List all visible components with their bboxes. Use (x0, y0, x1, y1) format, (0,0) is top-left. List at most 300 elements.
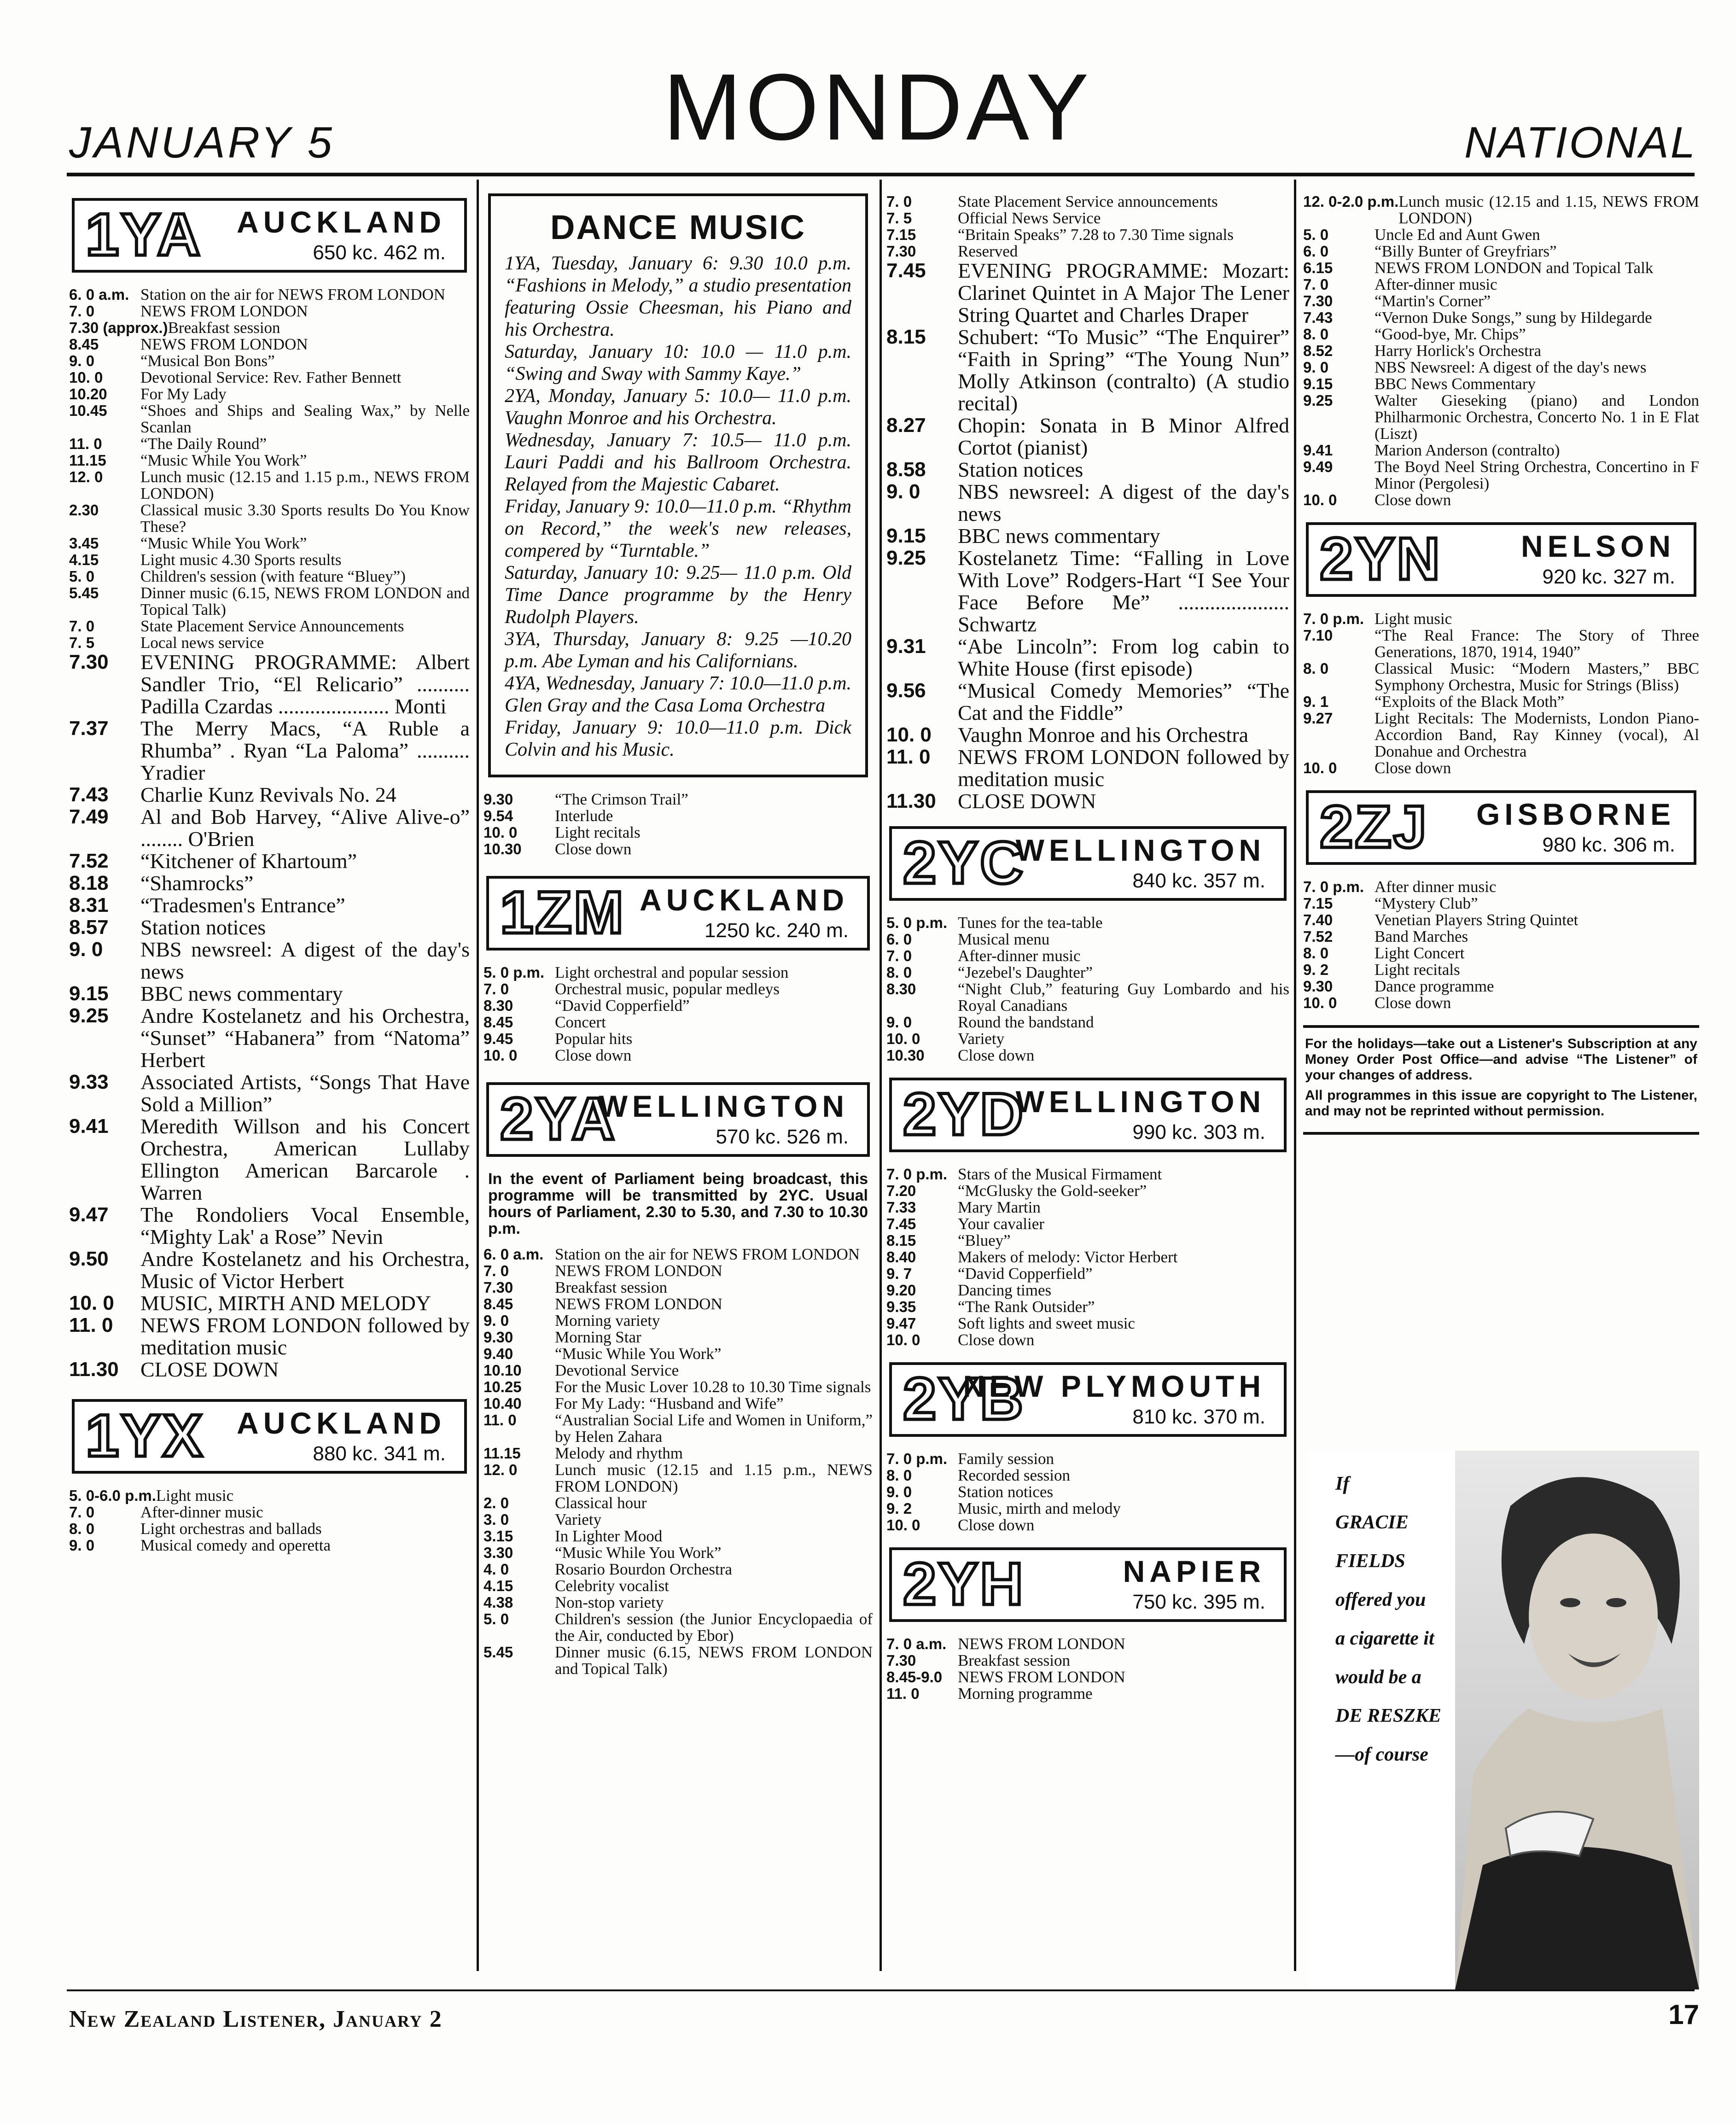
schedule-time: 9.45 (484, 1030, 513, 1047)
schedule-item: Station on the air for NEWS FROM LONDON (140, 286, 446, 303)
schedule-row (886, 414, 1289, 459)
schedule-row (69, 872, 470, 894)
schedule-item: After-dinner music (140, 1503, 263, 1521)
schedule-row (886, 260, 1289, 326)
schedule-row (1303, 710, 1699, 760)
schedule-time: 9. 0 (69, 1537, 95, 1554)
schedule-row (886, 193, 1289, 210)
schedule-time: 7. 5 (69, 634, 95, 651)
schedule-1yx (69, 1487, 470, 1554)
schedule-row (69, 635, 470, 651)
schedule-row (69, 386, 470, 402)
schedule-item: Music, mirth and melody (958, 1499, 1121, 1517)
schedule-time: 9.20 (886, 1282, 916, 1299)
schedule-row (69, 1537, 470, 1554)
schedule-item: “Britain Speaks” 7.28 to 7.30 Time signals (958, 226, 1234, 244)
schedule-row (886, 1467, 1289, 1484)
schedule-row (1303, 359, 1699, 376)
schedule-time: 3. 0 (484, 1511, 509, 1528)
schedule-item: Close down (555, 1046, 632, 1064)
schedule-row (69, 717, 470, 784)
schedule-row (69, 1314, 470, 1359)
schedule-row (484, 1545, 873, 1561)
ad-line: GRACIE (1335, 1512, 1409, 1533)
schedule-time: 8.40 (886, 1248, 916, 1266)
schedule-time: 10. 0 (886, 1030, 920, 1047)
schedule-item: Variety (555, 1511, 602, 1528)
schedule-time: 11. 0 (69, 1314, 113, 1336)
schedule-row (1303, 343, 1699, 359)
schedule-time: 7.15 (1303, 895, 1333, 912)
schedule-row (69, 1359, 470, 1381)
station-logo: 2YA (500, 1085, 617, 1152)
schedule-time: 8.45-9.0 (886, 1668, 943, 1686)
ad-line: If (1335, 1473, 1350, 1494)
schedule-row (69, 850, 470, 872)
schedule-item: Round the bandstand (958, 1013, 1094, 1031)
schedule-time: 11. 0 (886, 746, 931, 768)
ad-line: offered you (1335, 1589, 1426, 1610)
schedule-time: 6. 0 a.m. (69, 286, 129, 303)
schedule-time: 7. 0 (886, 947, 912, 964)
schedule-row (1303, 276, 1699, 293)
station-city: WELLINGTON (1015, 833, 1265, 867)
schedule-time: 8. 0 (886, 1467, 912, 1484)
schedule-time: 5. 0 p.m. (484, 964, 545, 981)
schedule-1ya-day (69, 286, 470, 651)
column-1 (69, 193, 470, 1985)
schedule-item: “Music While You Work” (140, 534, 307, 552)
schedule-item: Official News Service (958, 209, 1101, 227)
schedule-item: Variety (958, 1030, 1005, 1048)
schedule-time: 7.45 (886, 1215, 916, 1232)
schedule-time: 9. 0 (886, 1014, 912, 1031)
station-frequency: 980 kc. 306 m. (1542, 834, 1675, 856)
schedule-time: 8. 0 (69, 1520, 95, 1537)
footer-rule (67, 1989, 1695, 1991)
schedule-row (484, 1594, 873, 1611)
schedule-time: 9. 0 (886, 1483, 912, 1500)
schedule-time: 6. 0 a.m. (484, 1246, 544, 1263)
schedule-row (69, 286, 470, 303)
schedule-row (484, 1263, 873, 1279)
de-reszke-advertisement (1308, 1451, 1699, 1989)
schedule-row (484, 1362, 873, 1379)
schedule-time: 9. 7 (886, 1265, 912, 1282)
schedule-time: 6. 0 (1303, 243, 1329, 260)
schedule-item: Reserved (958, 242, 1018, 260)
schedule-item: Light Recitals: The Modernists, London Piano-Accordion Band, Ray Kinney (vocal), Al Donahue and Orchestra (1375, 709, 1699, 760)
schedule-time: 4. 0 (484, 1561, 509, 1578)
schedule-item: Close down (958, 1516, 1035, 1534)
schedule-row (484, 964, 873, 981)
schedule-row (69, 1071, 470, 1115)
column-divider (477, 180, 479, 1971)
schedule-row (484, 1412, 873, 1445)
schedule-time: 7.20 (886, 1182, 916, 1199)
dance-listing: Saturday, January 10: 10.0 — 11.0 p.m. “Swing and Sway with Sammy Kaye.” (505, 341, 851, 385)
schedule-time: 7. 0 p.m. (886, 1166, 948, 1183)
schedule-row (484, 1561, 873, 1578)
schedule-item: Musical comedy and operetta (140, 1536, 331, 1554)
schedule-item: “Martin's Corner” (1375, 292, 1491, 310)
schedule-row (69, 1521, 470, 1537)
schedule-row (886, 636, 1289, 680)
schedule-row (886, 1216, 1289, 1232)
schedule-row (1303, 995, 1699, 1011)
station-city: NEW PLYMOUTH (963, 1369, 1265, 1403)
schedule-time: 9.15 (1303, 375, 1333, 392)
station-frequency: 650 kc. 462 m. (313, 241, 446, 264)
schedule-row (1303, 227, 1699, 243)
schedule-row (1303, 660, 1699, 694)
schedule-item: Venetian Players String Quintet (1375, 911, 1579, 929)
schedule-row (886, 1031, 1289, 1047)
schedule-time: 7.52 (69, 850, 109, 872)
schedule-item: CLOSE DOWN (958, 789, 1096, 813)
schedule-item: Charlie Kunz Revivals No. 24 (140, 783, 396, 806)
schedule-time: 7. 0 (1303, 276, 1329, 293)
schedule-item: Chopin: Sonata in B Minor Alfred Cortot (pianist) (958, 414, 1289, 459)
schedule-item: Recorded session (958, 1466, 1070, 1484)
schedule-time: 4.15 (69, 551, 99, 568)
schedule-time: 7.30 (886, 243, 916, 260)
schedule-item: Walter Gieseking (piano) and London Philharmonic Orchestra, Concerto No. 1 in E Flat (Liszt) (1375, 391, 1699, 443)
schedule-item: Breakfast session (958, 1651, 1070, 1669)
schedule-row (484, 1644, 873, 1677)
schedule-row (69, 1115, 470, 1204)
schedule-item: Devotional Service (555, 1361, 679, 1379)
schedule-item: Local news service (140, 634, 264, 652)
schedule-row (69, 303, 470, 320)
schedule-row (1303, 392, 1699, 442)
schedule-time: 9. 2 (1303, 961, 1329, 978)
schedule-row (484, 791, 873, 808)
schedule-item: Children's session (the Junior Encyclopaedia of the Air, conducted by Ebor) (555, 1610, 873, 1645)
schedule-time: 7. 0 (484, 1262, 509, 1279)
schedule-item: “Kitchener of Khartoum” (140, 849, 357, 873)
schedule-row (484, 824, 873, 841)
station-city: GISBORNE (1476, 797, 1675, 831)
schedule-time: 10. 0 (484, 1047, 518, 1064)
schedule-time: 7. 0 (69, 618, 95, 635)
schedule-row (886, 481, 1289, 525)
schedule-row (484, 1462, 873, 1495)
dance-listing: 1YA, Tuesday, January 6: 9.30 10.0 p.m. “Fashions in Melody,” a studio presentation featuring Ossie Cheesman, his Piano and his Orchestra. (505, 253, 851, 340)
schedule-time: 10. 0 (886, 723, 932, 746)
schedule-time: 10. 0 (1303, 491, 1337, 508)
schedule-2yc-day (1303, 193, 1699, 508)
schedule-item: For the Music Lover 10.28 to 10.30 Time signals (555, 1378, 871, 1396)
schedule-item: Lunch music (12.15 and 1.15 p.m., NEWS FROM LONDON) (140, 468, 470, 502)
schedule-item: Station notices (958, 458, 1084, 481)
schedule-time: 8.45 (484, 1014, 513, 1031)
schedule-item: Classical Music: “Modern Masters,” BBC Symphony Orchestra, Music for Strings (Bliss) (1375, 659, 1699, 694)
schedule-time: 7.30 (approx.) (69, 319, 168, 336)
schedule-row (886, 1652, 1289, 1669)
schedule-time: 8.15 (886, 326, 926, 348)
schedule-time: 5. 0 p.m. (886, 914, 948, 931)
schedule-time: 10.30 (886, 1047, 925, 1064)
schedule-row (1303, 459, 1699, 492)
schedule-time: 9.41 (1303, 442, 1333, 459)
schedule-row (69, 452, 470, 469)
schedule-item: Al and Bob Harvey, “Alive Alive-o” ........ O'Brien (140, 805, 470, 851)
dance-listing: 3YA, Thursday, January 8: 9.25 —10.20 p.m. Abe Lyman and his Californians. (505, 629, 851, 672)
schedule-time: 9.15 (69, 982, 109, 1005)
schedule-row (484, 1296, 873, 1312)
schedule-time: 8.30 (886, 980, 916, 997)
schedule-item: “The Rank Outsider” (958, 1298, 1095, 1316)
dance-listing: Friday, January 9: 10.0—11.0 p.m. Dick Colvin and his Music. (505, 717, 851, 760)
schedule-item: NEWS FROM LONDON followed by meditation music (958, 745, 1289, 791)
schedule-time: 7.43 (69, 783, 109, 806)
station-header-2yn (1306, 522, 1696, 597)
schedule-item: Soft lights and sweet music (958, 1314, 1135, 1332)
schedule-item: “McGlusky the Gold-seeker” (958, 1182, 1147, 1200)
schedule-time: 9.33 (69, 1071, 109, 1093)
schedule-row (886, 210, 1289, 227)
schedule-item: Kostelanetz Time: “Falling in Love With Love” Rodgers-Hart “I See Your Face Before Me” ..................... Schwartz (958, 546, 1289, 636)
schedule-row (484, 1346, 873, 1362)
header-day: MONDAY (663, 54, 1093, 160)
schedule-item: “Billy Bunter of Greyfriars” (1375, 242, 1557, 260)
schedule-time: 7.33 (886, 1199, 916, 1216)
schedule-item: Family session (958, 1450, 1054, 1468)
schedule-row (1303, 760, 1699, 776)
schedule-time: 10. 0 (69, 369, 103, 386)
schedule-item: Morning variety (555, 1312, 660, 1330)
schedule-row (484, 1578, 873, 1594)
station-header-2yb (889, 1362, 1287, 1437)
schedule-item: “Exploits of the Black Moth” (1375, 693, 1565, 711)
schedule-time: 10. 0 (69, 1292, 114, 1314)
schedule-item: Vaughn Monroe and his Orchestra (958, 723, 1249, 747)
schedule-item: Musical menu (958, 930, 1050, 948)
schedule-time: 9.25 (886, 547, 926, 569)
schedule-item: Close down (555, 840, 632, 858)
schedule-row (1303, 326, 1699, 343)
schedule-row (484, 1246, 873, 1263)
schedule-item: Light recitals (555, 823, 641, 841)
schedule-row (1303, 611, 1699, 627)
schedule-row (69, 1504, 470, 1521)
schedule-row (886, 1636, 1289, 1652)
schedule-time: 8. 0 (886, 964, 912, 981)
dance-music-title: DANCE MUSIC (550, 208, 806, 246)
schedule-item: Station notices (958, 1483, 1054, 1501)
schedule-item: EVENING PROGRAMME: Albert Sandler Trio, “El Relicario” .......... Padilla Czardas ..................... Monti (140, 650, 470, 718)
schedule-2yd (886, 1166, 1289, 1348)
schedule-time: 3.15 (484, 1528, 513, 1545)
schedule-item: Dancing times (958, 1281, 1052, 1299)
schedule-time: 10. 0 (1303, 994, 1337, 1011)
schedule-time: 7.15 (886, 226, 916, 243)
schedule-time: 7. 5 (886, 210, 912, 227)
schedule-row (1303, 694, 1699, 710)
schedule-item: Classical hour (555, 1494, 647, 1512)
schedule-row (886, 981, 1289, 1014)
schedule-row (484, 1047, 873, 1064)
schedule-row (1303, 442, 1699, 459)
schedule-time: 7. 0 (886, 193, 912, 210)
station-header-2yh (889, 1547, 1287, 1622)
schedule-time: 10. 0 (886, 1516, 920, 1534)
schedule-time: 7.30 (1303, 292, 1333, 309)
schedule-row (69, 651, 470, 717)
schedule-time: 11. 0 (69, 435, 102, 452)
schedule-item: State Placement Service Announcements (140, 617, 404, 635)
schedule-time: 7. 0 p.m. (1303, 878, 1364, 895)
station-logo: 2YD (903, 1080, 1025, 1148)
schedule-item: The Boyd Neel String Orchestra, Concertino in F Minor (Pergolesi) (1375, 458, 1699, 492)
footer-publication: New Zealand Listener, January 2 (69, 2006, 443, 2032)
schedule-item: Dinner music (6.15, NEWS FROM LONDON and Topical Talk) (555, 1643, 873, 1678)
schedule-time: 10.45 (69, 402, 107, 419)
schedule-item: Andre Kostelanetz and his Orchestra, “Sunset” “Habanera” from “Natoma” Herbert (140, 1004, 470, 1072)
station-frequency: 920 kc. 327 m. (1542, 566, 1675, 588)
schedule-item: “Night Club,” featuring Guy Lombardo and his Royal Canadians (958, 980, 1289, 1015)
station-city: WELLINGTON (599, 1089, 849, 1123)
footer-page-number: 17 (1668, 1999, 1699, 2030)
schedule-item: Close down (1375, 994, 1451, 1012)
schedule-2yc (886, 915, 1289, 1064)
schedule-item: “Shamrocks” (140, 871, 254, 895)
schedule-time: 9.56 (886, 679, 926, 702)
schedule-1ya-late (484, 791, 873, 857)
dance-listing: Wednesday, January 7: 10.5— 11.0 p.m. Lauri Paddi and his Ballroom Orchestra. Relayed from the Majestic Cabaret. (505, 430, 851, 495)
schedule-item: Breakfast session (168, 319, 280, 337)
schedule-item: “Musical Comedy Memories” “The Cat and the Fiddle” (958, 679, 1289, 724)
schedule-item: Makers of melody: Victor Herbert (958, 1248, 1178, 1266)
schedule-row (69, 1005, 470, 1071)
column-2 (484, 193, 873, 1985)
station-frequency: 570 kc. 526 m. (716, 1126, 849, 1148)
schedule-item: Non-stop variety (555, 1593, 664, 1611)
schedule-time: 8.45 (69, 336, 99, 353)
schedule-time: 7. 0 p.m. (1303, 610, 1364, 627)
schedule-time: 7.40 (1303, 911, 1333, 928)
schedule-row (1303, 376, 1699, 392)
schedule-row (886, 1183, 1289, 1199)
schedule-time: 8.30 (484, 997, 513, 1014)
schedule-item: Children's session (with feature “Bluey”) (140, 567, 406, 585)
schedule-time: 8.27 (886, 414, 926, 437)
schedule-2yh (886, 1636, 1289, 1702)
schedule-time: 9.27 (1303, 710, 1333, 727)
schedule-item: Band Marches (1375, 927, 1468, 945)
ad-line: —of course (1335, 1744, 1428, 1765)
schedule-row (484, 1379, 873, 1395)
schedule-item: After-dinner music (1375, 275, 1497, 293)
schedule-item: “The Daily Round” (140, 435, 267, 453)
schedule-row (69, 320, 470, 336)
schedule-row (69, 894, 470, 916)
schedule-row (1303, 243, 1699, 260)
schedule-row (69, 1248, 470, 1292)
schedule-time: 5. 0 (1303, 226, 1329, 243)
schedule-2yn (1303, 611, 1699, 776)
station-city: AUCKLAND (237, 1406, 446, 1440)
schedule-item: Light recitals (1375, 961, 1460, 979)
schedule-row (1303, 193, 1699, 227)
schedule-item: Close down (958, 1046, 1035, 1064)
schedule-time: 12. 0 (484, 1461, 518, 1478)
schedule-item: Schubert: “To Music” “The Enquirer” “Faith in Spring” “The Young Nun” Molly Atkinson (contralto) (A studio recital) (958, 325, 1289, 415)
schedule-time: 9.30 (484, 1329, 513, 1346)
schedule-time: 11.30 (69, 1358, 119, 1381)
schedule-row (886, 1249, 1289, 1266)
schedule-row (886, 1315, 1289, 1332)
schedule-row (69, 1487, 470, 1504)
schedule-row (69, 983, 470, 1005)
schedule-item: After-dinner music (958, 947, 1081, 965)
schedule-item: Classical music 3.30 Sports results Do You Know These? (140, 501, 470, 536)
schedule-row (886, 459, 1289, 481)
schedule-row (1303, 260, 1699, 276)
schedule-item: “Tradesmen's Entrance” (140, 893, 345, 917)
schedule-row (69, 502, 470, 535)
dance-listing: Friday, January 9: 10.0—11.0 p.m. “Rhythm on Record,” the week's new releases, compered by “Turntable.” (505, 496, 851, 561)
schedule-row (69, 939, 470, 983)
schedule-time: 10.25 (484, 1378, 522, 1395)
schedule-row (484, 981, 873, 997)
schedule-item: Light orchestras and ballads (140, 1520, 322, 1538)
schedule-2ya-early-evening (886, 193, 1289, 260)
schedule-item: Lunch music (12.15 and 1.15 p.m., NEWS FROM LONDON) (555, 1461, 873, 1495)
schedule-item: The Merry Macs, “A Ruble a Rhumba” . Ryan “La Paloma” .......... Yradier (140, 717, 470, 784)
schedule-item: Light music (1375, 610, 1452, 628)
schedule-time: 7. 0 p.m. (886, 1450, 948, 1467)
schedule-time: 9.54 (484, 807, 513, 824)
schedule-time: 8.58 (886, 458, 926, 481)
schedule-time: 8.57 (69, 916, 109, 939)
schedule-time: 7.49 (69, 805, 109, 828)
schedule-item: For My Lady: “Husband and Wife” (555, 1394, 784, 1412)
schedule-row (886, 1166, 1289, 1183)
schedule-row (886, 1266, 1289, 1282)
schedule-2ya-evening (886, 260, 1289, 812)
station-logo: 1YA (86, 201, 202, 268)
station-header-1yx (72, 1399, 467, 1474)
schedule-item: In Lighter Mood (555, 1527, 663, 1545)
schedule-time: 11. 0 (484, 1411, 517, 1429)
schedule-row (886, 1451, 1289, 1467)
parliament-notice: In the event of Parliament being broadcast, this programme will be transmitted by 2YC. Usual hours of Parliament, 2.30 to 5.30, and 7.30 to 10.30 p.m. (488, 1170, 868, 1237)
schedule-row (886, 1232, 1289, 1249)
station-logo: 2YB (903, 1365, 1025, 1432)
schedule-item: Lunch music (12.15 and 1.15, NEWS FROM LONDON) (1398, 193, 1699, 227)
station-header-2ya (486, 1082, 870, 1157)
schedule-row (886, 1199, 1289, 1216)
schedule-row (69, 552, 470, 568)
schedule-item: Close down (1375, 491, 1451, 509)
schedule-time: 9.40 (484, 1345, 513, 1362)
copyright-note: All programmes in this issue are copyright to The Listener, and may not be reprinted without permission. (1305, 1088, 1697, 1119)
station-city: WELLINGTON (1015, 1085, 1265, 1119)
schedule-item: NBS Newsreel: A digest of the day's news (1375, 358, 1647, 376)
schedule-time: 2.30 (69, 502, 99, 519)
schedule-item: Close down (1375, 759, 1451, 777)
schedule-item: Breakfast session (555, 1278, 667, 1296)
schedule-row (886, 680, 1289, 724)
schedule-time: 7.43 (1303, 309, 1333, 326)
schedule-item: Harry Horlick's Orchestra (1375, 342, 1541, 360)
schedule-time: 6. 0 (886, 931, 912, 948)
schedule-item: Dinner music (6.15, NEWS FROM LONDON and Topical Talk) (140, 584, 470, 618)
schedule-time: 12. 0 (69, 468, 103, 485)
schedule-item: Meredith Willson and his Concert Orchestra, American Lullaby Ellington American Barcarole . Warren (140, 1114, 470, 1204)
